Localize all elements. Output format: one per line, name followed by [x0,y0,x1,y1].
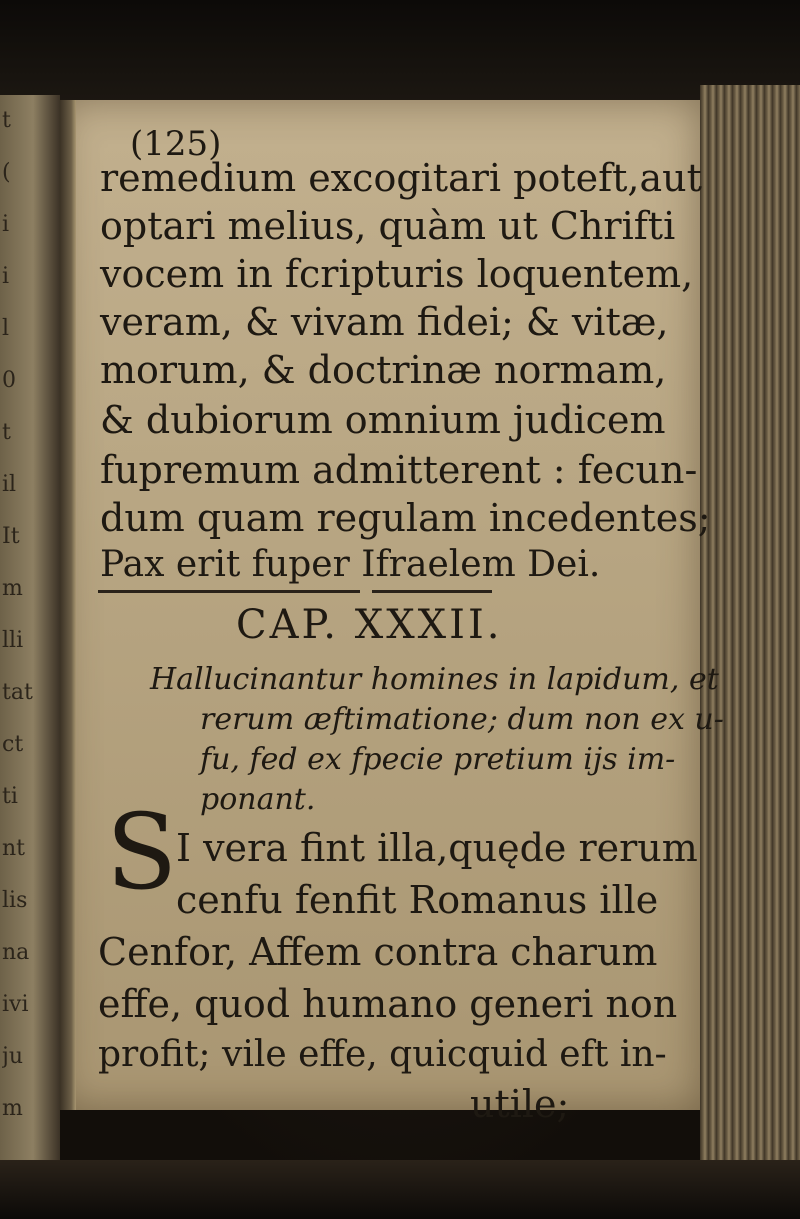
paragraph-line-4: effe, quod humano generi non [98,982,678,1026]
body-line-4: veram, & vivam fidei; & vitæ, [100,300,669,344]
left-margin-fragment: ct [2,732,24,757]
left-margin-fragment: ivi [2,992,29,1017]
paragraph-line-3: Cenfor, Affem contra charum [98,930,658,974]
body-line-5: morum, & doctrinæ normam, [100,348,667,392]
left-margin-fragment: It [2,524,20,549]
body-line-2: optari melius, quàm ut Chrifti [100,204,676,248]
left-margin-fragment: lis [2,888,28,913]
left-adjacent-page [0,95,60,1219]
left-margin-fragment: i [2,264,10,289]
body-line-3: vocem in fcripturis loquentem, [100,252,694,296]
catchword: utile; [470,1082,570,1126]
page-gutter [60,100,76,1110]
left-margin-fragment: ( [2,160,11,185]
left-margin-fragment: 0 [2,368,16,393]
left-margin-fragment: lli [2,628,24,653]
paragraph-line-1: I vera fint illa,quęde rerum [176,826,698,870]
left-margin-fragments [2,95,42,1135]
body-line-6: & dubiorum omnium judicem [100,398,666,442]
bottom-shadow [0,1160,800,1219]
body-line-9: Pax erit fuper Ifraelem Dei. [100,544,601,585]
chapter-summary-line-4: ponant. [200,782,316,817]
left-margin-fragment: t [2,108,11,133]
paragraph-line-2: cenfu fenfit Romanus ille [176,878,659,922]
page-number: (125) [130,124,222,164]
chapter-heading: CAP. XXXII. [236,602,503,648]
left-margin-fragment: m [2,576,23,601]
section-rule-right [372,590,492,593]
body-line-1: remedium excogitari poteft,aut [100,156,702,200]
chapter-summary-line-2: rerum æftimatione; dum non ex u- [200,702,724,737]
drop-cap: S [106,791,178,913]
section-rule-left [98,590,360,593]
left-margin-fragment: ti [2,784,18,809]
top-shadow [0,0,800,110]
left-margin-fragment: m [2,1096,23,1121]
left-margin-fragment: nt [2,836,26,861]
left-margin-fragment: na [2,940,30,965]
body-line-8: dum quam regulam incedentes; [100,496,711,540]
paragraph-line-5: profit; vile effe, quicquid eft in- [98,1034,667,1075]
left-margin-fragment: il [2,472,17,497]
right-page-edges [700,85,800,1219]
left-margin-fragment: tat [2,680,33,705]
left-margin-fragment: l [2,316,10,341]
chapter-summary-line-1: Hallucinantur homines in lapidum, et [150,662,719,697]
left-margin-fragment: ju [2,1044,23,1069]
left-margin-fragment: t [2,420,11,445]
left-margin-fragment: i [2,212,10,237]
body-line-7: fupremum admitterent : fecun- [100,448,698,492]
chapter-summary-line-3: fu, fed ex fpecie pretium ijs im- [200,742,676,777]
